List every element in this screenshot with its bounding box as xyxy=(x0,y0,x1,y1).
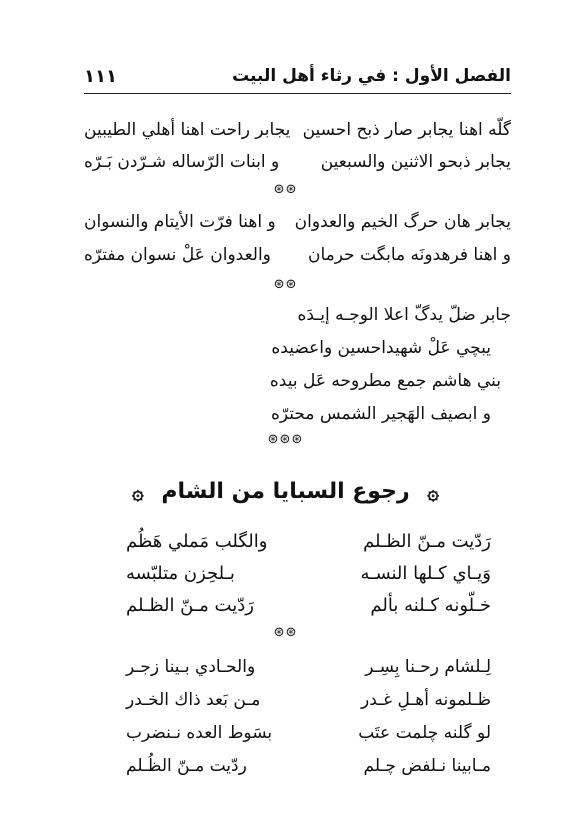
ornament-icon: ۞ xyxy=(131,480,144,504)
section-title-text: رجوع السبايا من الشام xyxy=(161,479,410,504)
separator-ornament: ⊛⊛ xyxy=(273,625,298,640)
verse-right: خـلّونه كـلنه بألم xyxy=(370,595,491,616)
chapter-title: الفصل الأول : في رثاء أهل البيت xyxy=(232,66,511,86)
verse-left: بـلحِزن متلبّسه xyxy=(126,563,235,584)
verse-right: گلّه اهنا يجابر صار ذبح احسين xyxy=(302,120,511,140)
verse-left: و اهنا فرّت الأيتام والنسوان xyxy=(84,212,276,232)
verse-right: لو گلنه چلمت عتَب xyxy=(358,723,491,743)
verse-left: مـن بَعد ذاك الخـدر xyxy=(126,690,261,710)
verse-left: ردّيت مـنّ الظُـلم xyxy=(126,756,247,776)
verse-right: رَدّيت مـنّ الظـلم xyxy=(363,531,491,552)
verse-left: بسَوط العده نـنضرب xyxy=(126,723,273,743)
section-title xyxy=(0,472,571,512)
ornament-icon: ۞ xyxy=(427,480,440,504)
verse-line: جابر ضلّ يدگّ اعلا الوجـه إيـدَه xyxy=(297,305,511,325)
separator-ornament: ⊛⊛ xyxy=(273,182,298,197)
verse-left: والحـادي بـينا زجـر xyxy=(126,657,256,677)
separator-ornament: ⊛⊛ xyxy=(273,277,298,292)
page-header xyxy=(84,64,511,92)
verse-right: و اهنا فرهدونَه مابگت حرمان xyxy=(307,245,511,265)
verse-right: وَيـاي كـلها النسـه xyxy=(360,563,491,584)
header-rule xyxy=(84,93,511,94)
verse-left: رَدّيت مـنّ الظـلم xyxy=(126,595,254,616)
verse-right: مـابينا نـلفض چـلم xyxy=(363,756,491,776)
verse-line: بني هاشم جمع مطروحه عَل بيده xyxy=(269,371,501,391)
verse-right: يجابر ذبحو الاثنين والسبعين xyxy=(320,152,511,172)
verse-left: و ابنات الرّساله شـرّدن بَـرّه xyxy=(84,152,280,172)
verse-left: والعدوان عَلْ نسوان مفترّه xyxy=(84,245,271,265)
verse-line: يبچي عَلْ شهيداحسين واعضيده xyxy=(271,338,491,358)
separator-ornament: ⊛⊛⊛ xyxy=(267,432,304,447)
verse-line: و ابصيف الهَجير الشمس محترّه xyxy=(270,404,491,424)
verse-left: والگلب مَملي هَظُم xyxy=(126,531,268,552)
verse-left: يجابر راحت اهنا أهلي الطيبين xyxy=(84,120,291,140)
verse-right: ظـلمونه أهـلِ غـدر xyxy=(361,690,491,710)
page-number: ١١١ xyxy=(84,66,117,87)
verse-right: لِـلشام رحـنا بِسِـر xyxy=(365,657,491,677)
verse-right: يجابر هان حرگ الخيم والعدوان xyxy=(294,212,511,232)
